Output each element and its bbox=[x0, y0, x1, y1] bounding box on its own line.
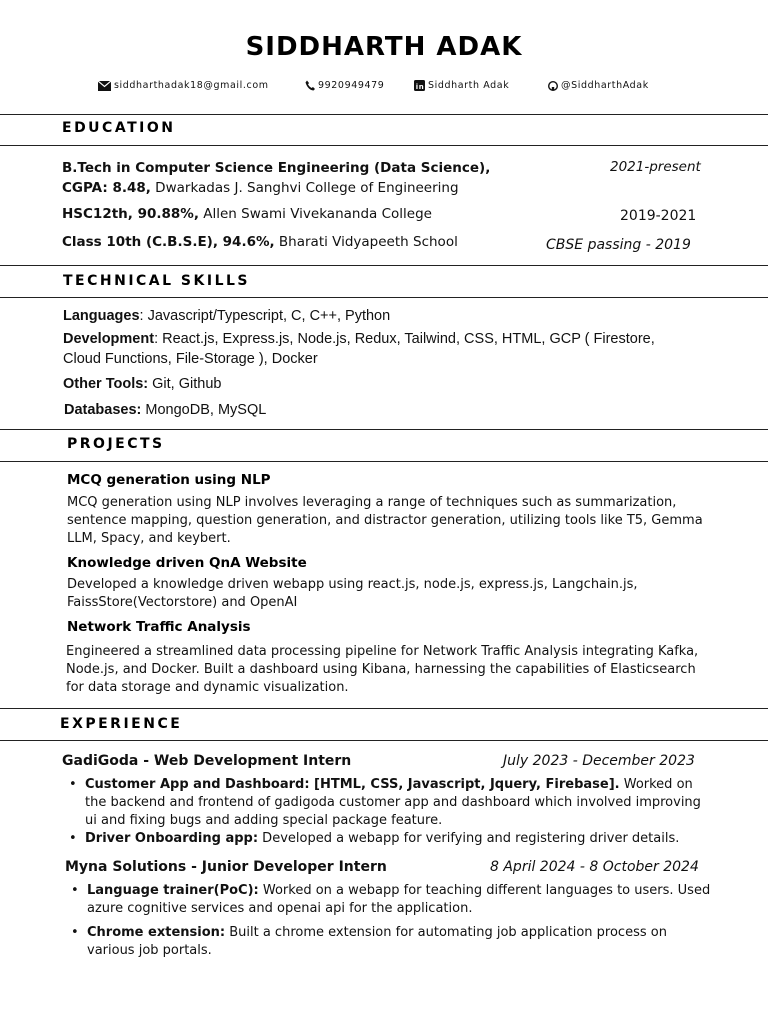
phone-text: 9920949479 bbox=[318, 80, 385, 91]
skill-label: Other Tools: bbox=[63, 376, 149, 392]
job-heading bbox=[65, 859, 387, 875]
bullet-label-suffix: (PoC): bbox=[213, 883, 259, 898]
hsc-date: 2019-2021 bbox=[620, 208, 697, 224]
github-icon bbox=[548, 81, 558, 91]
bullet-label: Customer App and Dashboard: [HTML, CSS, Javascript, Jquery, Firebase]. bbox=[85, 777, 620, 792]
project-description: MCQ generation using NLP involves leveraging a range of techniques such as summarization, sentence mapping, question generation, and distractor generation, utilizing tools like T5, Gemma LLM, Spacy, and keybert. bbox=[67, 495, 703, 546]
contact-email[interactable] bbox=[98, 80, 269, 91]
job-date: July 2023 - December 2023 bbox=[503, 753, 695, 769]
section-title-skills: TECHNICAL SKILLS bbox=[63, 273, 250, 289]
project-description: Engineered a streamlined data processing pipeline for Network Traffic Analysis integrating Kafka, Node.js, and Docker. Built a dashboard using Kibana, harnessing the capabilities of Elasticsearch for data storage and dynamic visualization. bbox=[66, 644, 699, 695]
bullet-label: Language trainer bbox=[87, 883, 214, 898]
bullet-text: Worked on a webapp for teaching different languages to users. Used azure cognitive services and openai api for the application. bbox=[87, 883, 711, 916]
project-title: Knowledge driven QnA Website bbox=[67, 555, 307, 571]
job-bullet bbox=[69, 830, 715, 848]
skill-databases bbox=[64, 402, 266, 418]
linkedin-icon bbox=[414, 80, 425, 91]
email-text: siddharthadak18@gmail.com bbox=[114, 80, 269, 91]
skill-label: Languages bbox=[63, 308, 140, 324]
btech-college: Dwarkadas J. Sanghvi College of Engineering bbox=[150, 180, 459, 196]
ssc-label: Class 10th (C.B.S.E), 94.6%, bbox=[62, 234, 275, 250]
bullet-label: Driver Onboarding app: bbox=[85, 831, 259, 846]
divider bbox=[0, 114, 768, 115]
bullet-text: Worked on the backend and frontend of gadigoda customer app and dashboard which involved improving ui and fixing bugs and adding special package feature. bbox=[85, 777, 701, 828]
job-company: GadiGoda bbox=[62, 753, 139, 769]
contact-linkedin[interactable] bbox=[414, 80, 509, 91]
skill-label: Databases: bbox=[64, 402, 142, 418]
contact-github[interactable] bbox=[548, 80, 649, 91]
github-text: @SiddharthAdak bbox=[561, 80, 649, 91]
bullet-dot: • bbox=[69, 831, 77, 846]
resume-name: SIDDHARTH ADAK bbox=[245, 32, 523, 62]
hsc-school: Allen Swami Vivekananda College bbox=[198, 206, 432, 222]
divider bbox=[0, 708, 768, 709]
hsc-label: HSC12th, 90.88%, bbox=[62, 206, 199, 222]
job-role: - Web Development Intern bbox=[138, 753, 352, 769]
skill-tools bbox=[63, 376, 221, 392]
ssc-school: Bharati Vidyapeeth School bbox=[274, 234, 458, 250]
bullet-dot: • bbox=[69, 777, 77, 792]
job-bullet bbox=[71, 882, 717, 918]
hsc-line bbox=[62, 206, 432, 222]
btech-date: 2021-present bbox=[610, 159, 701, 175]
skill-languages bbox=[63, 308, 390, 324]
divider bbox=[0, 461, 768, 462]
divider bbox=[0, 297, 768, 298]
skill-value: MongoDB, MySQL bbox=[141, 402, 267, 418]
section-title-projects: PROJECTS bbox=[67, 436, 165, 452]
bullet-text: Developed a webapp for verifying and registering driver details. bbox=[258, 831, 680, 846]
divider bbox=[0, 145, 768, 146]
bullet-dot: • bbox=[71, 925, 79, 940]
ssc-line bbox=[62, 234, 458, 250]
svg-text:in: in bbox=[415, 82, 425, 91]
ssc-date: CBSE passing - 2019 bbox=[546, 237, 691, 253]
linkedin-text: Siddharth Adak bbox=[428, 80, 510, 91]
skill-value: : React.js, Express.js, Node.js, Redux, Tailwind, CSS, HTML, GCP ( Firestore, bbox=[154, 331, 655, 347]
bullet-dot: • bbox=[71, 883, 79, 898]
skill-development bbox=[63, 331, 655, 347]
bullet-label: Chrome extension: bbox=[87, 925, 226, 940]
divider bbox=[0, 429, 768, 430]
job-bullet bbox=[69, 776, 715, 830]
skill-value: : Javascript/Typescript, C, C++, Python bbox=[139, 308, 391, 324]
btech-cgpa: CGPA: 8.48, bbox=[62, 180, 151, 196]
divider bbox=[0, 265, 768, 266]
job-role: - Junior Developer Intern bbox=[186, 859, 387, 875]
section-title-experience: EXPERIENCE bbox=[60, 716, 183, 732]
bullet-text: Built a chrome extension for automating job application process on various job portals. bbox=[87, 925, 667, 958]
project-title: MCQ generation using NLP bbox=[67, 472, 271, 488]
btech-degree: B.Tech in Computer Science Engineering (Data Science), bbox=[62, 160, 491, 176]
section-title-education: EDUCATION bbox=[62, 120, 176, 136]
job-company: Myna Solutions bbox=[65, 859, 187, 875]
project-description: Developed a knowledge driven webapp using react.js, node.js, express.js, Langchain.js, FaissStore(Vectorstore) and OpenAI bbox=[67, 577, 638, 610]
divider bbox=[0, 740, 768, 741]
skill-label: Development bbox=[63, 331, 155, 347]
mail-icon bbox=[98, 81, 111, 91]
job-date: 8 April 2024 - 8 October 2024 bbox=[490, 859, 699, 875]
contact-phone[interactable] bbox=[305, 80, 384, 91]
phone-icon bbox=[305, 80, 315, 91]
btech-cgpa-line bbox=[62, 180, 459, 196]
skill-development-cont: Cloud Functions, File-Storage ), Docker bbox=[63, 351, 318, 367]
skill-value: Git, Github bbox=[148, 376, 222, 392]
job-bullet bbox=[71, 924, 717, 960]
project-title: Network Traffic Analysis bbox=[67, 619, 251, 635]
job-heading bbox=[62, 753, 351, 769]
